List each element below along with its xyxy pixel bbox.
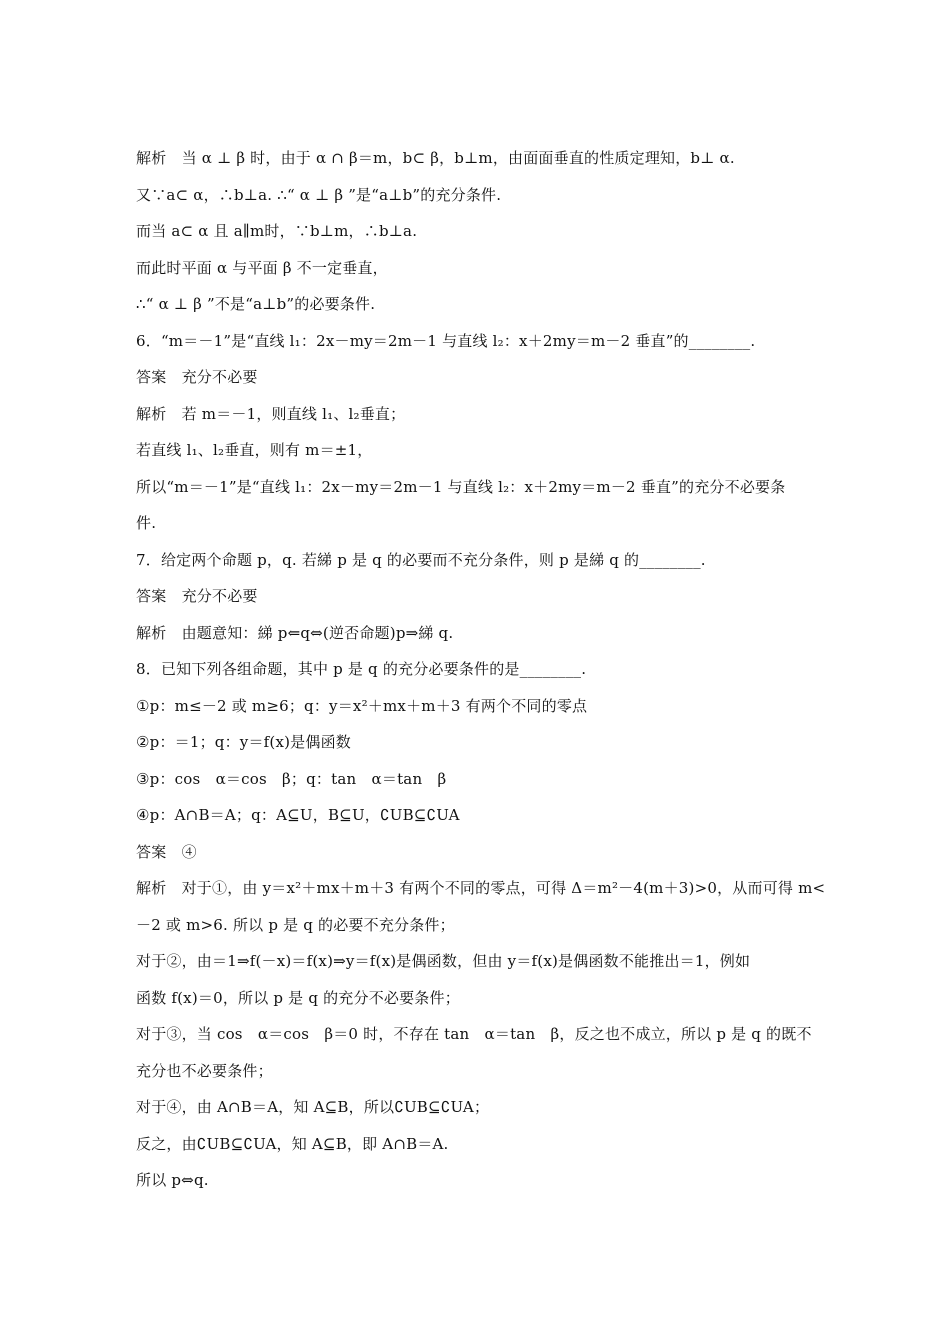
text-line: 解析 若 m＝－1，则直线 l₁、l₂垂直； xyxy=(136,404,406,423)
text-line: 对于②，由＝1⇒f(－x)＝f(x)⇒y＝f(x)是偶函数，但由 y＝f(x)是偶函数不能推出＝1，例如 xyxy=(136,952,751,970)
question-6: 6．“m＝－1”是“直线 l₁：2x－my＝2m－1 与直线 l₂：x＋2my＝m－2 垂直”的________. xyxy=(136,331,756,350)
text-line: ∴“ α ⊥ β ”不是“a⊥b”的必要条件. xyxy=(136,295,376,313)
text-line: 函数 f(x)＝0，所以 p 是 q 的充分不必要条件； xyxy=(136,988,460,1007)
text-line: 解析 由题意知：綈 p⇐q⇔(逆否命题)p⇒綈 q. xyxy=(136,623,454,642)
option-3: ③p：cos α＝cos β；q：tan α＝tan β xyxy=(136,769,447,788)
question-8: 8．已知下列各组命题，其中 p 是 q 的充分必要条件的是________. xyxy=(136,660,587,678)
text-line: 所以“m＝－1”是“直线 l₁：2x－my＝2m－1 与直线 l₂：x＋2my＝m－2 垂直”的充分不必要条 xyxy=(136,477,786,496)
text-line: 解析 对于①，由 y＝x²＋mx＋m＋3 有两个不同的零点，可得 Δ＝m²－4(m＋3)>0，从而可得 m< xyxy=(136,879,826,897)
text-line: 件. xyxy=(136,514,157,532)
answer-6: 答案 充分不必要 xyxy=(136,368,258,386)
text-line: 而此时平面 α 与平面 β 不一定垂直， xyxy=(136,258,388,277)
document-body xyxy=(136,140,826,1199)
text-line: 又∵a⊂ α，∴b⊥a. ∴“ α ⊥ β ”是“a⊥b”的充分条件. xyxy=(136,185,502,204)
answer-7: 答案 充分不必要 xyxy=(136,587,258,605)
question-7: 7．给定两个命题 p，q. 若綈 p 是 q 的必要而不充分条件，则 p 是綈 q 的________. xyxy=(136,550,706,569)
text-line: 反之，由∁UB⊆∁UA，知 A⊆B，即 A∩B＝A. xyxy=(136,1134,449,1153)
answer-8: 答案 ④ xyxy=(136,842,197,861)
text-line: 对于③，当 cos α＝cos β＝0 时，不存在 tan α＝tan β，反之也不成立，所以 p 是 q 的既不 xyxy=(136,1025,812,1043)
text-line: 而当 a⊂ α 且 a∥m时，∵b⊥m，∴b⊥a. xyxy=(136,222,418,240)
text-line: 充分也不必要条件； xyxy=(136,1061,273,1080)
text-line: 若直线 l₁、l₂垂直，则有 m＝±1， xyxy=(136,441,373,459)
text-line: －2 或 m>6. 所以 p 是 q 的必要不充分条件； xyxy=(136,915,455,934)
option-2: ②p：＝1；q：y＝f(x)是偶函数 xyxy=(136,733,351,751)
option-4: ④p：A∩B＝A；q：A⊆U，B⊆U，∁UB⊆∁UA xyxy=(136,806,460,824)
option-1: ①p：m≤－2 或 m≥6；q：y＝x²＋mx＋m＋3 有两个不同的零点 xyxy=(136,696,588,715)
text-line: 解析 当 α ⊥ β 时，由于 α ∩ β＝m，b⊂ β，b⊥m，由面面垂直的性质定理知，b⊥ α. xyxy=(136,149,735,167)
text-line: 对于④，由 A∩B＝A，知 A⊆B，所以∁UB⊆∁UA； xyxy=(136,1098,490,1116)
text-line: 所以 p⇔q. xyxy=(136,1171,209,1189)
